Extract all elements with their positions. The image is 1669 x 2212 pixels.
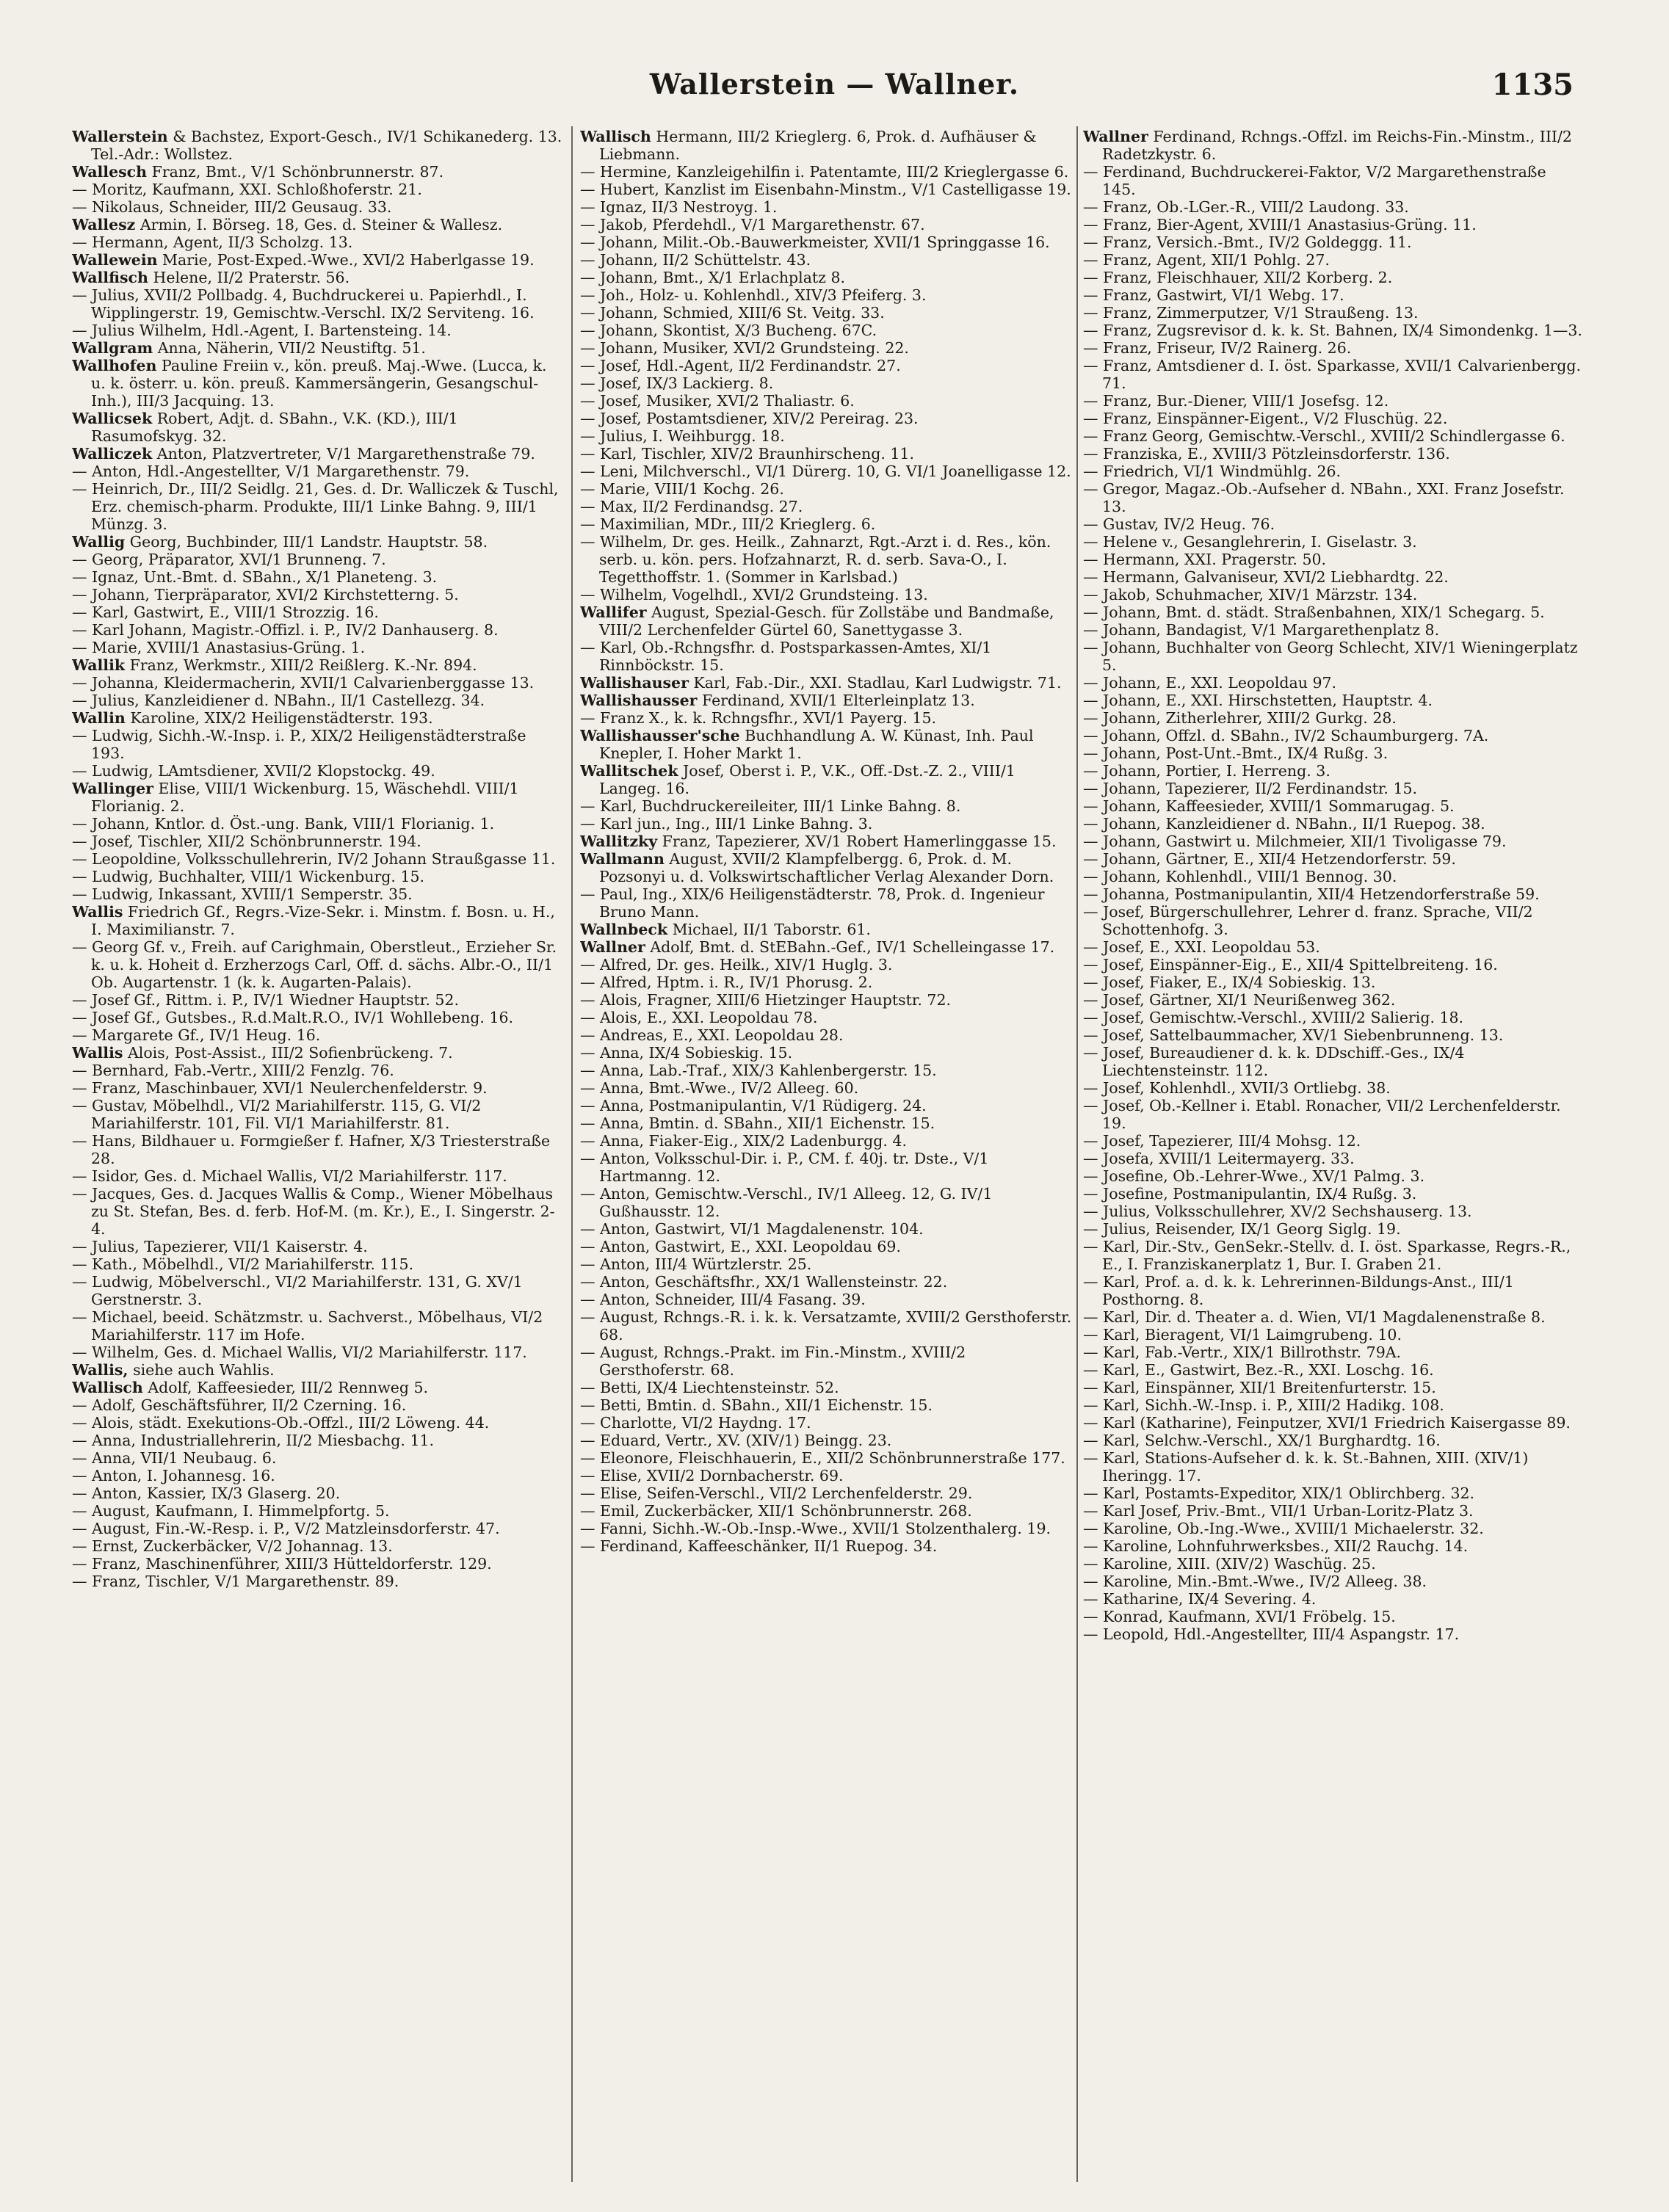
directory-entry: Wallinger Elise, VIII/1 Wickenburg. 15, Wäschehdl. VIII/1 Florianig. 2. [72, 780, 519, 815]
directory-entry: — Gregor, Magaz.-Ob.-Aufseher d. NBahn., XXI. Franz Josefstr. 13. [1083, 480, 1565, 515]
directory-entry: — Hubert, Kanzlist im Eisenbahn-Minstm., V/1 Castelligasse 19. [580, 181, 1071, 198]
directory-entry: — Josef Gf., Gutsbes., R.d.Malt.R.O., IV/1 Wohllebeng. 16. [72, 1009, 514, 1026]
directory-entry: — Anton, I. Johannesg. 16. [72, 1467, 275, 1484]
directory-entry: Wallesch Franz, Bmt., V/1 Schönbrunnerstr. 87. [72, 163, 444, 181]
directory-entry: — Julius Wilhelm, Hdl.-Agent, I. Bartensteing. 14. [72, 322, 452, 339]
directory-entry: — Georg Gf. v., Freih. auf Carighmain, Oberstleut., Erzieher Sr. k. u. k. Hoheit d. Erzherzogs Carl, Off. d. sächs. Albr.-O., II/1 Ob. Augartenstr. 1 (k. k. Augarten-Palais). [72, 938, 557, 991]
directory-entry: — Gustav, IV/2 Heug. 76. [1083, 515, 1275, 533]
directory-entry: — Julius, Tapezierer, VII/1 Kaiserstr. 4. [72, 1238, 368, 1255]
directory-entry: — Hermine, Kanzleigehilfin i. Patentamte, III/2 Krieglergasse 6. [580, 163, 1069, 181]
directory-entry: — Anton, Gemischtw.-Verschl., IV/1 Alleeg. 12, G. IV/1 Gußhausstr. 12. [580, 1185, 993, 1220]
directory-entry: — Wilhelm, Vogelhdl., XVI/2 Grundsteing. 13. [580, 586, 928, 603]
column-1 [72, 128, 564, 2183]
directory-entry: — Josef, Ob.-Kellner i. Etabl. Ronacher, VII/2 Lerchenfelderstr. 19. [1083, 1097, 1561, 1132]
directory-entry: — Hermann, Agent, II/3 Scholzg. 13. [72, 233, 353, 251]
directory-entry: — Karoline, Min.-Bmt.-Wwe., IV/2 Alleeg. 38. [1083, 1573, 1427, 1590]
running-head: Wallerstein — Wallner. [649, 68, 1020, 101]
directory-entry: — Michael, beeid. Schätzmstr. u. Sachverst., Möbelhaus, VI/2 Mariahilferstr. 117 im Hofe. [72, 1308, 543, 1343]
directory-entry: — Johann, Milit.-Ob.-Bauwerkmeister, XVII/1 Springgasse 16. [580, 233, 1050, 251]
directory-entry: — Alfred, Hptm. i. R., IV/1 Phorusg. 2. [580, 973, 873, 991]
directory-entry: Wallewein Marie, Post-Exped.-Wwe., XVI/2 Haberlgasse 19. [72, 251, 535, 269]
directory-entry: Wallicsek Robert, Adjt. d. SBahn., V.K. (KD.), III/1 Rasumofskyg. 32. [72, 410, 458, 445]
directory-entry: — Helene v., Gesanglehrerin, I. Giselastr. 3. [1083, 533, 1417, 551]
directory-entry: — Johann, Schmied, XIII/6 St. Veitg. 33. [580, 304, 885, 322]
directory-entry: Wallisch Adolf, Kaffeesieder, III/2 Rennweg 5. [72, 1379, 429, 1396]
directory-entry: Wallmann August, XVII/2 Klampfelbergg. 6, Prok. d. M. Pozsonyi u. d. Volkswirtschaftlicher Verlag Alexander Dorn. [580, 850, 1054, 885]
directory-entry: — Josef, Tischler, XII/2 Schönbrunnerstr. 194. [72, 833, 421, 850]
directory-entry: — Karl, Buchdruckereileiter, III/1 Linke Bahng. 8. [580, 797, 961, 815]
directory-entry: Wallin Karoline, XIX/2 Heiligenstädterstr. 193. [72, 709, 433, 727]
directory-entry: — Ludwig, Möbelverschl., VI/2 Mariahilferstr. 131, G. XV/1 Gerstnerstr. 3. [72, 1273, 523, 1308]
directory-entry: — Johann, Skontist, X/3 Bucheng. 67C. [580, 322, 877, 339]
directory-entry: — August, Rchngs.-R. i. k. k. Versatzamte, XVIII/2 Gersthoferstr. 68. [580, 1308, 1072, 1343]
directory-entry: — Anton, Hdl.-Angestellter, V/1 Margarethenstr. 79. [72, 463, 470, 480]
directory-entry: — Johann, Tapezierer, II/2 Ferdinandstr. 15. [1083, 780, 1418, 797]
directory-entry: — Johann, Kohlenhdl., VIII/1 Bennog. 30. [1083, 868, 1397, 885]
directory-entry: — Hermann, Galvaniseur, XVI/2 Liebhardtg. 22. [1083, 568, 1449, 586]
directory-entry: — Alois, E., XXI. Leopoldau 78. [580, 1009, 818, 1026]
directory-entry: — Ludwig, Sichh.-W.-Insp. i. P., XIX/2 Heiligenstädterstraße 193. [72, 727, 526, 762]
directory-entry: — Ignaz, Unt.-Bmt. d. SBahn., X/1 Planeteng. 3. [72, 568, 438, 586]
directory-entry: — Franz, Ob.-LGer.-R., VIII/2 Laudong. 33. [1083, 198, 1409, 216]
directory-entry: Wallifer August, Spezial-Gesch. für Zollstäbe und Bandmaße, VIII/2 Lerchenfelder Gürtel 60, Sanettygasse 3. [580, 603, 1054, 639]
directory-entry: Wallik Franz, Werkmstr., XIII/2 Reißlerg. K.-Nr. 894. [72, 656, 477, 674]
directory-entry: — Joh., Holz- u. Kohlenhdl., XIV/3 Pfeiferg. 3. [580, 286, 927, 304]
directory-entry: Wallner Ferdinand, Rchngs.-Offzl. im Reichs-Fin.-Minstm., III/2 Radetzkystr. 6. [1083, 128, 1572, 163]
directory-entry: — Johann, Zitherlehrer, XIII/2 Gurkg. 28. [1083, 709, 1397, 727]
directory-entry: — Johann, II/2 Schüttelstr. 43. [580, 251, 811, 269]
directory-entry: Wallis Alois, Post-Assist., III/2 Sofienbrückeng. 7. [72, 1044, 453, 1062]
directory-entry: — Ludwig, Buchhalter, VIII/1 Wickenburg. 15. [72, 868, 425, 885]
directory-entry: — Betti, Bmtin. d. SBahn., XII/1 Eichenstr. 15. [580, 1396, 933, 1414]
directory-entry: — Karoline, Ob.-Ing.-Wwe., XVIII/1 Michaelerstr. 32. [1083, 1520, 1484, 1537]
directory-entry: — Josef, Kohlenhdl., XVII/3 Ortliebg. 38. [1083, 1079, 1391, 1097]
directory-entry: Wallesz Armin, I. Börseg. 18, Ges. d. Steiner & Wallesz. [72, 216, 503, 233]
directory-entry: — Josefine, Ob.-Lehrer-Wwe., XV/1 Palmg. 3. [1083, 1167, 1425, 1185]
directory-entry: — Franz, Zugsrevisor d. k. k. St. Bahnen, IX/4 Simondenkg. 1—3. [1083, 322, 1582, 339]
directory-entry: — Julius, I. Weihburgg. 18. [580, 427, 785, 445]
directory-entry: — Johann, Gärtner, E., XII/4 Hetzendorferstr. 59. [1083, 850, 1456, 868]
column-rule [571, 126, 573, 2182]
directory-entry: — Josef, Musiker, XVI/2 Thaliastr. 6. [580, 392, 855, 410]
directory-entry: — Johann, E., XXI. Hirschstetten, Hauptstr. 4. [1083, 692, 1433, 709]
column-3 [1083, 128, 1582, 2183]
directory-entry: — Josefine, Postmanipulantin, IX/4 Rußg. 3. [1083, 1185, 1417, 1203]
directory-entry: — Karl, Ob.-Rchngsfhr. d. Postsparkassen-Amtes, XI/1 Rinnböckstr. 15. [580, 639, 992, 674]
directory-entry: — Hans, Bildhauer u. Formgießer f. Hafner, X/3 Triesterstraße 28. [72, 1132, 551, 1167]
directory-entry: — Josef, Bureaudiener d. k. k. DDschiff.-Ges., IX/4 Liechtensteinstr. 112. [1083, 1044, 1465, 1079]
directory-entry: — Karl, Selchw.-Verschl., XX/1 Burghardtg. 16. [1083, 1432, 1441, 1449]
directory-entry: — Nikolaus, Schneider, III/2 Geusaug. 33. [72, 198, 392, 216]
directory-entry: — Jakob, Schuhmacher, XIV/1 Märzstr. 134. [1083, 586, 1418, 603]
directory-entry: Wallishausser'sche Buchhandlung A. W. Künast, Inh. Paul Knepler, I. Hoher Markt 1. [580, 727, 1034, 762]
directory-entry: — Anton, III/4 Würtzlerstr. 25. [580, 1255, 812, 1273]
directory-entry: — Heinrich, Dr., III/2 Seidlg. 21, Ges. d. Dr. Walliczek & Tuschl, Erz. chemisch-pharm. Produkte, III/1 Linke Bahng. 9, III/1 Münzg. 3. [72, 480, 559, 533]
directory-entry: — Josef, Bürgerschullehrer, Lehrer d. franz. Sprache, VII/2 Schottenhofg. 3. [1083, 903, 1533, 938]
directory-entry: — Elise, Seifen-Verschl., VII/2 Lerchenfelderstr. 29. [580, 1484, 973, 1502]
directory-entry: — Karl, E., Gastwirt, Bez.-R., XXI. Loschg. 16. [1083, 1361, 1434, 1379]
directory-entry: — Karl, Gastwirt, E., VIII/1 Strozzig. 16. [72, 603, 379, 621]
directory-entry: — Johann, Tierpräparator, XVI/2 Kirchstetterng. 5. [72, 586, 459, 603]
directory-entry: — Hermann, XXI. Pragerstr. 50. [1083, 551, 1327, 568]
directory-entry: — Marie, VIII/1 Kochg. 26. [580, 480, 784, 498]
directory-entry: Wallfisch Helene, II/2 Praterstr. 56. [72, 269, 350, 286]
directory-entry: — Franz, Fleischhauer, XII/2 Korberg. 2. [1083, 269, 1393, 286]
directory-entry: Wallerstein & Bachstez, Export-Gesch., IV/1 Schikanederg. 13. Tel.-Adr.: Wollstez. [72, 128, 562, 163]
directory-entry: — Josef, Einspänner-Eig., E., XII/4 Spittelbreiteng. 16. [1083, 956, 1498, 973]
directory-entry: — Anna, Bmt.-Wwe., IV/2 Alleeg. 60. [580, 1079, 859, 1097]
directory-entry: Wallitzky Franz, Tapezierer, XV/1 Robert Hamerlinggasse 15. [580, 833, 1057, 850]
directory-entry: Wallishauser Karl, Fab.-Dir., XXI. Stadlau, Karl Ludwigstr. 71. [580, 674, 1062, 692]
directory-entry: — Karl, Postamts-Expeditor, XIX/1 Oblirchberg. 32. [1083, 1484, 1475, 1502]
directory-entry: — Johann, Portier, I. Herreng. 3. [1083, 762, 1331, 780]
directory-entry: — Julius, Kanzleidiener d. NBahn., II/1 Castellezg. 34. [72, 692, 485, 709]
directory-entry: — Karl, Bieragent, VI/1 Laimgrubeng. 10. [1083, 1326, 1402, 1343]
directory-entry: — Johann, Kntlor. d. Öst.-ung. Bank, VIII/1 Florianig. 1. [72, 815, 495, 833]
directory-entry: — Josef, Fiaker, E., IX/4 Sobieskig. 13. [1083, 973, 1376, 991]
directory-entry: — Josef, Sattelbaummacher, XV/1 Siebenbrunneng. 13. [1083, 1026, 1504, 1044]
directory-entry: — Margarete Gf., IV/1 Heug. 16. [72, 1026, 321, 1044]
directory-entry: — Johanna, Postmanipulantin, XII/4 Hetzendorferstraße 59. [1083, 885, 1540, 903]
directory-entry: Wallnbeck Michael, II/1 Taborstr. 61. [580, 921, 871, 938]
directory-entry: — Marie, XVIII/1 Anastasius-Grüng. 1. [72, 639, 366, 656]
directory-entry: — Anton, Gastwirt, VI/1 Magdalenenstr. 104. [580, 1220, 924, 1238]
directory-entry: — Anton, Volksschul-Dir. i. P., CM. f. 40j. tr. Dste., V/1 Hartmanng. 12. [580, 1150, 989, 1185]
page-header [0, 68, 1669, 112]
directory-entry: — Johann, Gastwirt u. Milchmeier, XII/1 Tivoligasse 79. [1083, 833, 1507, 850]
directory-entry: — Anton, Kassier, IX/3 Glaserg. 20. [72, 1484, 341, 1502]
directory-entry: — Alois, städt. Exekutions-Ob.-Offzl., III/2 Löweng. 44. [72, 1414, 490, 1432]
directory-entry: Wallhofen Pauline Freiin v., kön. preuß. Maj.-Wwe. (Lucca, k. u. k. österr. u. kön. preuß. Kammersängerin, Gesangschul-Inh.), III/3 Jacquing. 13. [72, 357, 547, 410]
directory-entry: — Franz, Bier-Agent, XVIII/1 Anastasius-Grüng. 11. [1083, 216, 1477, 233]
directory-entry: — Franz, Maschinenführer, XIII/3 Hütteldorferstr. 129. [72, 1555, 492, 1573]
directory-entry: — Ferdinand, Kaffeeschänker, II/1 Ruepog. 34. [580, 1537, 938, 1555]
directory-entry: — Jacques, Ges. d. Jacques Wallis & Comp., Wiener Möbelhaus zu St. Stefan, Bes. d. ferb. Hof-M. (m. Kr.), E., I. Singerstr. 2-4. [72, 1185, 555, 1238]
directory-entry: — Ignaz, II/3 Nestroyg. 1. [580, 198, 778, 216]
directory-entry: — Wilhelm, Ges. d. Michael Wallis, VI/2 Mariahilferstr. 117. [72, 1343, 527, 1361]
directory-entry: Wallishausser Ferdinand, XVII/1 Elterleinplatz 13. [580, 692, 975, 709]
directory-entry: — Julius, XVII/2 Pollbadg. 4, Buchdruckerei u. Papierhdl., I. Wipplingerstr. 19, Gemischtw.-Verschl. IX/2 Serviteng. 16. [72, 286, 535, 322]
directory-entry: — Charlotte, VI/2 Haydng. 17. [580, 1414, 811, 1432]
directory-entry: — Adolf, Geschäftsführer, II/2 Czerning. 16. [72, 1396, 407, 1414]
directory-entry: Wallitschek Josef, Oberst i. P., V.K., Off.-Dst.-Z. 2., VIII/1 Langeg. 16. [580, 762, 1015, 797]
directory-entry: — Josef, Postamtsdiener, XIV/2 Pereirag. 23. [580, 410, 919, 427]
directory-entry: — Andreas, E., XXI. Leopoldau 28. [580, 1026, 844, 1044]
directory-entry: — Anna, Bmtin. d. SBahn., XII/1 Eichenstr. 15. [580, 1114, 935, 1132]
directory-entry: — Josef Gf., Rittm. i. P., IV/1 Wiedner Hauptstr. 52. [72, 991, 459, 1009]
directory-entry: — Franz, Versich.-Bmt., IV/2 Goldeggg. 11. [1083, 233, 1412, 251]
directory-entry: — Josef, Gemischtw.-Verschl., XVIII/2 Salierig. 18. [1083, 1009, 1464, 1026]
directory-entry: — Paul, Ing., XIX/6 Heiligenstädterstr. 78, Prok. d. Ingenieur Bruno Mann. [580, 885, 1045, 921]
directory-entry: — Karoline, Lohnfuhrwerksbes., XII/2 Rauchg. 14. [1083, 1537, 1469, 1555]
directory-entry: — Betti, IX/4 Liechtensteinstr. 52. [580, 1379, 839, 1396]
directory-entry: — Karl, Sichh.-W.-Insp. i. P., XIII/2 Hadikg. 108. [1083, 1396, 1444, 1414]
directory-entry: — Johann, Musiker, XVI/2 Grundsteing. 22. [580, 339, 909, 357]
directory-entry: — Johann, Bmt., X/1 Erlachplatz 8. [580, 269, 846, 286]
directory-entry: — Karl (Katharine), Feinputzer, XVI/1 Friedrich Kaisergasse 89. [1083, 1414, 1571, 1432]
directory-entry: — Josefa, XVIII/1 Leitermayerg. 33. [1083, 1150, 1355, 1167]
directory-entry: — Johann, Buchhalter von Georg Schlecht, XIV/1 Wieningerplatz 5. [1083, 639, 1578, 674]
directory-entry: — Alfred, Dr. ges. Heilk., XIV/1 Huglg. 3. [580, 956, 893, 973]
directory-entry: — Johann, E., XXI. Leopoldau 97. [1083, 674, 1337, 692]
directory-entry: — Franz, Friseur, IV/2 Rainerg. 26. [1083, 339, 1352, 357]
directory-entry: — Johann, Post-Unt.-Bmt., IX/4 Rußg. 3. [1083, 744, 1389, 762]
directory-entry: — Franz, Maschinbauer, XVI/1 Neulerchenfelderstr. 9. [72, 1079, 488, 1097]
directory-entry: — Ludwig, Inkassant, XVIII/1 Semperstr. 35. [72, 885, 413, 903]
directory-entry: — Eleonore, Fleischhauerin, E., XII/2 Schönbrunnerstraße 177. [580, 1449, 1065, 1467]
directory-entry: — Anton, Gastwirt, E., XXI. Leopoldau 69. [580, 1238, 901, 1255]
directory-entry: — Jakob, Pferdehdl., V/1 Margarethenstr. 67. [580, 216, 925, 233]
directory-entry: — Max, II/2 Ferdinandsg. 27. [580, 498, 803, 515]
directory-entry: — Franziska, E., XVIII/3 Pötzleinsdorferstr. 136. [1083, 445, 1450, 463]
directory-entry: — Fanni, Sichh.-W.-Ob.-Insp.-Wwe., XVII/1 Stolzenthalerg. 19. [580, 1520, 1051, 1537]
directory-entry: — Anna, VII/1 Neubaug. 6. [72, 1449, 277, 1467]
directory-entry: — Leopoldine, Volksschullehrerin, IV/2 Johann Straußgasse 11. [72, 850, 556, 868]
directory-entry: — Johann, Offzl. d. SBahn., IV/2 Schaumburgerg. 7A. [1083, 727, 1489, 744]
directory-entry: — Karl, Dir.-Stv., GenSekr.-Stellv. d. I. öst. Sparkasse, Regrs.-R., E., I. Franziskanerplatz 1, Bur. I. Graben 21. [1083, 1238, 1571, 1273]
directory-entry: — Josef, Hdl.-Agent, II/2 Ferdinandstr. 27. [580, 357, 901, 374]
directory-entry: — Karl, Stations-Aufseher d. k. k. St.-Bahnen, XIII. (XIV/1) Iheringg. 17. [1083, 1449, 1529, 1484]
directory-entry: — Karl Johann, Magistr.-Offizl. i. P., IV/2 Danhauserg. 8. [72, 621, 499, 639]
directory-entry: Wallner Adolf, Bmt. d. StEBahn.-Gef., IV/1 Schelleingasse 17. [580, 938, 1055, 956]
directory-entry: — Anton, Geschäftsfhr., XX/1 Wallensteinstr. 22. [580, 1273, 948, 1291]
directory-entry: — Ernst, Zuckerbäcker, V/2 Johannag. 13. [72, 1537, 393, 1555]
directory-entry: — Julius, Volksschullehrer, XV/2 Sechshauserg. 13. [1083, 1203, 1472, 1220]
directory-entry: — Friedrich, VI/1 Windmühlg. 26. [1083, 463, 1342, 480]
directory-entry: — Karl, Einspänner, XII/1 Breitenfurterstr. 15. [1083, 1379, 1436, 1396]
directory-entry: — August, Kaufmann, I. Himmelpfortg. 5. [72, 1502, 390, 1520]
directory-entry: — Franz X., k. k. Rchngsfhr., XVI/1 Payerg. 15. [580, 709, 937, 727]
directory-entry: — Eduard, Vertr., XV. (XIV/1) Beingg. 23. [580, 1432, 892, 1449]
directory-entry: — Anna, Lab.-Traf., XIX/3 Kahlenbergerstr. 15. [580, 1062, 937, 1079]
directory-entry: — Anna, Fiaker-Eig., XIX/2 Ladenburgg. 4. [580, 1132, 907, 1150]
directory-entry: — Johanna, Kleidermacherin, XVII/1 Calvarienberggasse 13. [72, 674, 535, 692]
directory-entry: Walliczek Anton, Platzvertreter, V/1 Margarethenstraße 79. [72, 445, 535, 463]
directory-entry: — Anna, Industriallehrerin, II/2 Miesbachg. 11. [72, 1432, 435, 1449]
directory-entry: — Leopold, Hdl.-Angestellter, III/4 Aspangstr. 17. [1083, 1625, 1460, 1643]
directory-entry: — Johann, Bmt. d. städt. Straßenbahnen, XIX/1 Schegarg. 5. [1083, 603, 1545, 621]
column-rule [1076, 126, 1078, 2182]
directory-entry: — Josef, Gärtner, XI/1 Neurißenweg 362. [1083, 991, 1396, 1009]
directory-entry: — August, Fin.-W.-Resp. i. P., V/2 Matzleinsdorferstr. 47. [72, 1520, 500, 1537]
directory-entry: — Josef, E., XXI. Leopoldau 53. [1083, 938, 1320, 956]
directory-entry: — Josef, IX/3 Lackierg. 8. [580, 374, 774, 392]
directory-entry: — Franz, Amtsdiener d. I. öst. Sparkasse, XVII/1 Calvarienbergg. 71. [1083, 357, 1582, 392]
directory-entry: Wallgram Anna, Näherin, VII/2 Neustiftg. 51. [72, 339, 426, 357]
directory-entry: — Ludwig, LAmtsdiener, XVII/2 Klopstockg. 49. [72, 762, 435, 780]
directory-entry: — Karl Josef, Priv.-Bmt., VII/1 Urban-Loritz-Platz 3. [1083, 1502, 1474, 1520]
directory-entry: — Alois, Fragner, XIII/6 Hietzinger Hauptstr. 72. [580, 991, 952, 1009]
directory-entry: — Josef, Tapezierer, III/4 Mohsg. 12. [1083, 1132, 1361, 1150]
directory-entry: — Kath., Möbelhdl., VI/2 Mariahilferstr. 115. [72, 1255, 414, 1273]
directory-entry: — Maximilian, MDr., III/2 Krieglerg. 6. [580, 515, 876, 533]
directory-entry: Wallig Georg, Buchbinder, III/1 Landstr. Hauptstr. 58. [72, 533, 488, 551]
directory-entry: — Franz, Zimmerputzer, V/1 Straußeng. 13. [1083, 304, 1419, 322]
directory-entry: Wallisch Hermann, III/2 Krieglerg. 6, Prok. d. Aufhäuser & Liebmann. [580, 128, 1037, 163]
directory-entry: — Johann, Kaffeesieder, XVIII/1 Sommarugag. 5. [1083, 797, 1455, 815]
directory-entry: — Isidor, Ges. d. Michael Wallis, VI/2 Mariahilferstr. 117. [72, 1167, 507, 1185]
directory-entry: — Georg, Präparator, XVI/1 Brunneng. 7. [72, 551, 386, 568]
directory-entry: — Katharine, IX/4 Severing. 4. [1083, 1590, 1317, 1608]
directory-entry: — Wilhelm, Dr. ges. Heilk., Zahnarzt, Rgt.-Arzt i. d. Res., kön. serb. u. kön. pers. Hofzahnarzt, R. d. serb. Sava-O., I. Tegetthoffstr. 1. (Sommer in Karlsbad.) [580, 533, 1051, 586]
column-2 [580, 128, 1076, 2183]
directory-entry: — Gustav, Möbelhdl., VI/2 Mariahilferstr. 115, G. VI/2 Mariahilferstr. 101, Fil. VI/1 Mariahilferstr. 81. [72, 1097, 482, 1132]
directory-entry: — Franz, Bur.-Diener, VIII/1 Josefsg. 12. [1083, 392, 1389, 410]
directory-entry: — Anton, Schneider, III/4 Fasang. 39. [580, 1291, 866, 1308]
directory-entry: — Bernhard, Fab.-Vertr., XIII/2 Fenzlg. 76. [72, 1062, 394, 1079]
directory-entry: — Karl, Prof. a. d. k. k. Lehrerinnen-Bildungs-Anst., III/1 Posthorng. 8. [1083, 1273, 1514, 1308]
directory-entry: — Karl, Dir. d. Theater a. d. Wien, VI/1 Magdalenenstraße 8. [1083, 1308, 1546, 1326]
directory-entry: — August, Rchngs.-Prakt. im Fin.-Minstm., XVIII/2 Gersthoferstr. 68. [580, 1343, 966, 1379]
directory-entry: — Karl, Fab.-Vertr., XIX/1 Billrothstr. 79A. [1083, 1343, 1402, 1361]
directory-entry: — Johann, Bandagist, V/1 Margarethenplatz 8. [1083, 621, 1440, 639]
directory-entry: — Franz, Einspänner-Eigent., V/2 Fluschüg. 22. [1083, 410, 1448, 427]
directory-entry: Wallis, siehe auch Wahlis. [72, 1361, 275, 1379]
directory-entry: Wallis Friedrich Gf., Regrs.-Vize-Sekr. i. Minstm. f. Bosn. u. H., I. Maximilianstr. 7. [72, 903, 555, 938]
directory-entry: — Anna, IX/4 Sobieskig. 15. [580, 1044, 793, 1062]
page-number: 1135 [1491, 68, 1574, 102]
directory-entry: — Leni, Milchverschl., VI/1 Dürerg. 10, G. VI/1 Joanelligasse 12. [580, 463, 1071, 480]
directory-entry: — Karoline, XIII. (XIV/2) Waschüg. 25. [1083, 1555, 1376, 1573]
directory-entry: — Franz, Gastwirt, VI/1 Webg. 17. [1083, 286, 1344, 304]
directory-entry: — Franz, Agent, XII/1 Pohlg. 27. [1083, 251, 1330, 269]
directory-entry: — Elise, XVII/2 Dornbacherstr. 69. [580, 1467, 844, 1484]
directory-entry: — Moritz, Kaufmann, XXI. Schloßhoferstr. 21. [72, 181, 422, 198]
directory-entry: — Emil, Zuckerbäcker, XII/1 Schönbrunnerstr. 268. [580, 1502, 972, 1520]
directory-entry: — Konrad, Kaufmann, XVI/1 Fröbelg. 15. [1083, 1608, 1396, 1625]
directory-entry: — Johann, Kanzleidiener d. NBahn., II/1 Ruepog. 38. [1083, 815, 1485, 833]
directory-entry: — Franz, Tischler, V/1 Margarethenstr. 89. [72, 1573, 399, 1590]
directory-entry: — Franz Georg, Gemischtw.-Verschl., XVIII/2 Schindlergasse 6. [1083, 427, 1565, 445]
directory-entry: — Julius, Reisender, IX/1 Georg Siglg. 19. [1083, 1220, 1401, 1238]
directory-entry: — Karl, Tischler, XIV/2 Braunhirscheng. 11. [580, 445, 914, 463]
directory-entry: — Anna, Postmanipulantin, V/1 Rüdigerg. 24. [580, 1097, 927, 1114]
directory-entry: — Karl jun., Ing., III/1 Linke Bahng. 3. [580, 815, 873, 833]
directory-entry: — Ferdinand, Buchdruckerei-Faktor, V/2 Margarethenstraße 145. [1083, 163, 1546, 198]
